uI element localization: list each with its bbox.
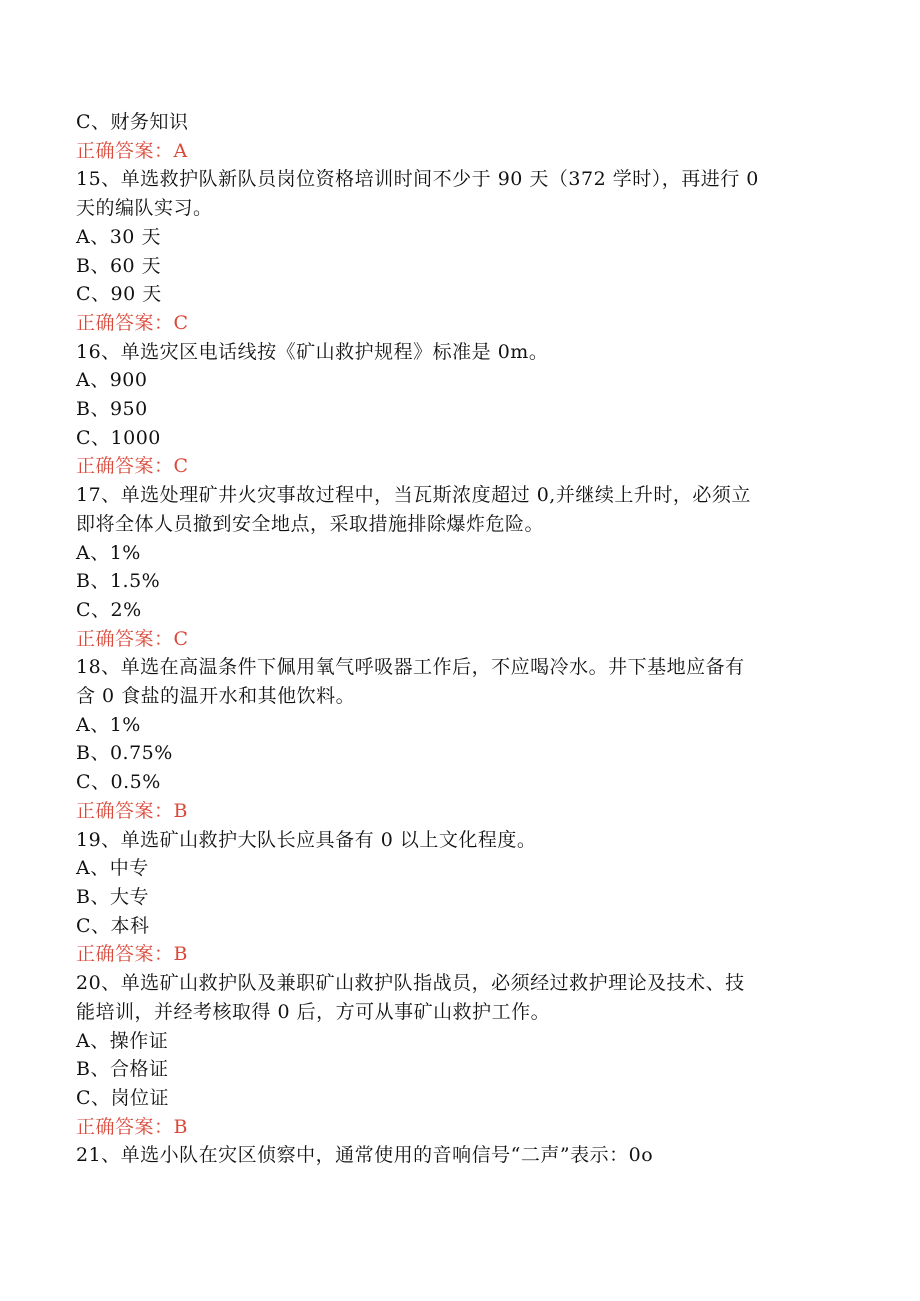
answer-option: B、60 天 [76,254,162,277]
answer-option: A、中专 [76,857,149,880]
question-line: 能培训，并经考核取得 0 后，方可从事矿山救护工作。 [76,1000,551,1023]
correct-answer: 正确答案：C [76,455,189,478]
answer-option: C、0.5% [76,771,161,794]
question-line: 18、单选在高温条件下佩用氧气呼吸器工作后，不应喝冷水。井下基地应备有 [76,656,745,679]
question-text [76,969,836,1026]
question-line: 天的编队实习。 [76,197,213,220]
question-text [76,1141,836,1170]
question-line: 15、单选救护队新队员岗位资格培训时间不少于 90 天（372 学时），再进行 0 [76,168,759,191]
question-line: 21、单选小队在灾区侦察中，通常使用的音响信号“二声”表示：0o [76,1144,654,1167]
answer-option: A、30 天 [76,225,161,248]
answer-option: A、1% [76,541,141,564]
answer-option: A、900 [76,369,148,392]
answer-option: B、1.5% [76,570,161,593]
correct-answer: 正确答案：A [76,139,188,162]
correct-answer: 正确答案：B [76,943,188,966]
question-line: 17、单选处理矿井火灾事故过程中，当瓦斯浓度超过 0,并继续上升时，必须立 [76,484,751,507]
answer-option: C、90 天 [76,283,162,306]
answer-option: C、2% [76,598,142,621]
question-line: 即将全体人员撤到安全地点，采取措施排除爆炸危险。 [76,512,545,535]
question-line: 20、单选矿山救护队及兼职矿山救护队指战员，必须经过救护理论及技术、技 [76,972,745,995]
correct-answer: 正确答案：C [76,627,189,650]
answer-option: C、财务知识 [76,111,189,133]
question-text [76,653,836,710]
answer-option: A、1% [76,713,141,736]
answer-option: B、0.75% [76,742,173,765]
answer-option: C、岗位证 [76,1086,170,1109]
question-text [76,165,836,222]
question-text [76,338,836,367]
question-text [76,826,836,855]
answer-option: B、大专 [76,885,149,908]
question-list [76,108,836,1170]
answer-option: A、操作证 [76,1029,169,1052]
question-text [76,481,836,538]
correct-answer: 正确答案：B [76,799,188,822]
question-line: 16、单选灾区电话线按《矿山救护规程》标准是 0m。 [76,340,549,363]
answer-option: B、合格证 [76,1058,169,1081]
question-line: 19、单选矿山救护大队长应具备有 0 以上文化程度。 [76,828,537,851]
answer-option: C、本科 [76,914,150,937]
answer-option: C、1000 [76,426,161,449]
correct-answer: 正确答案：B [76,1115,188,1138]
correct-answer: 正确答案：C [76,311,189,334]
answer-option: B、950 [76,398,148,421]
question-line: 含 0 食盐的温开水和其他饮料。 [76,685,356,708]
